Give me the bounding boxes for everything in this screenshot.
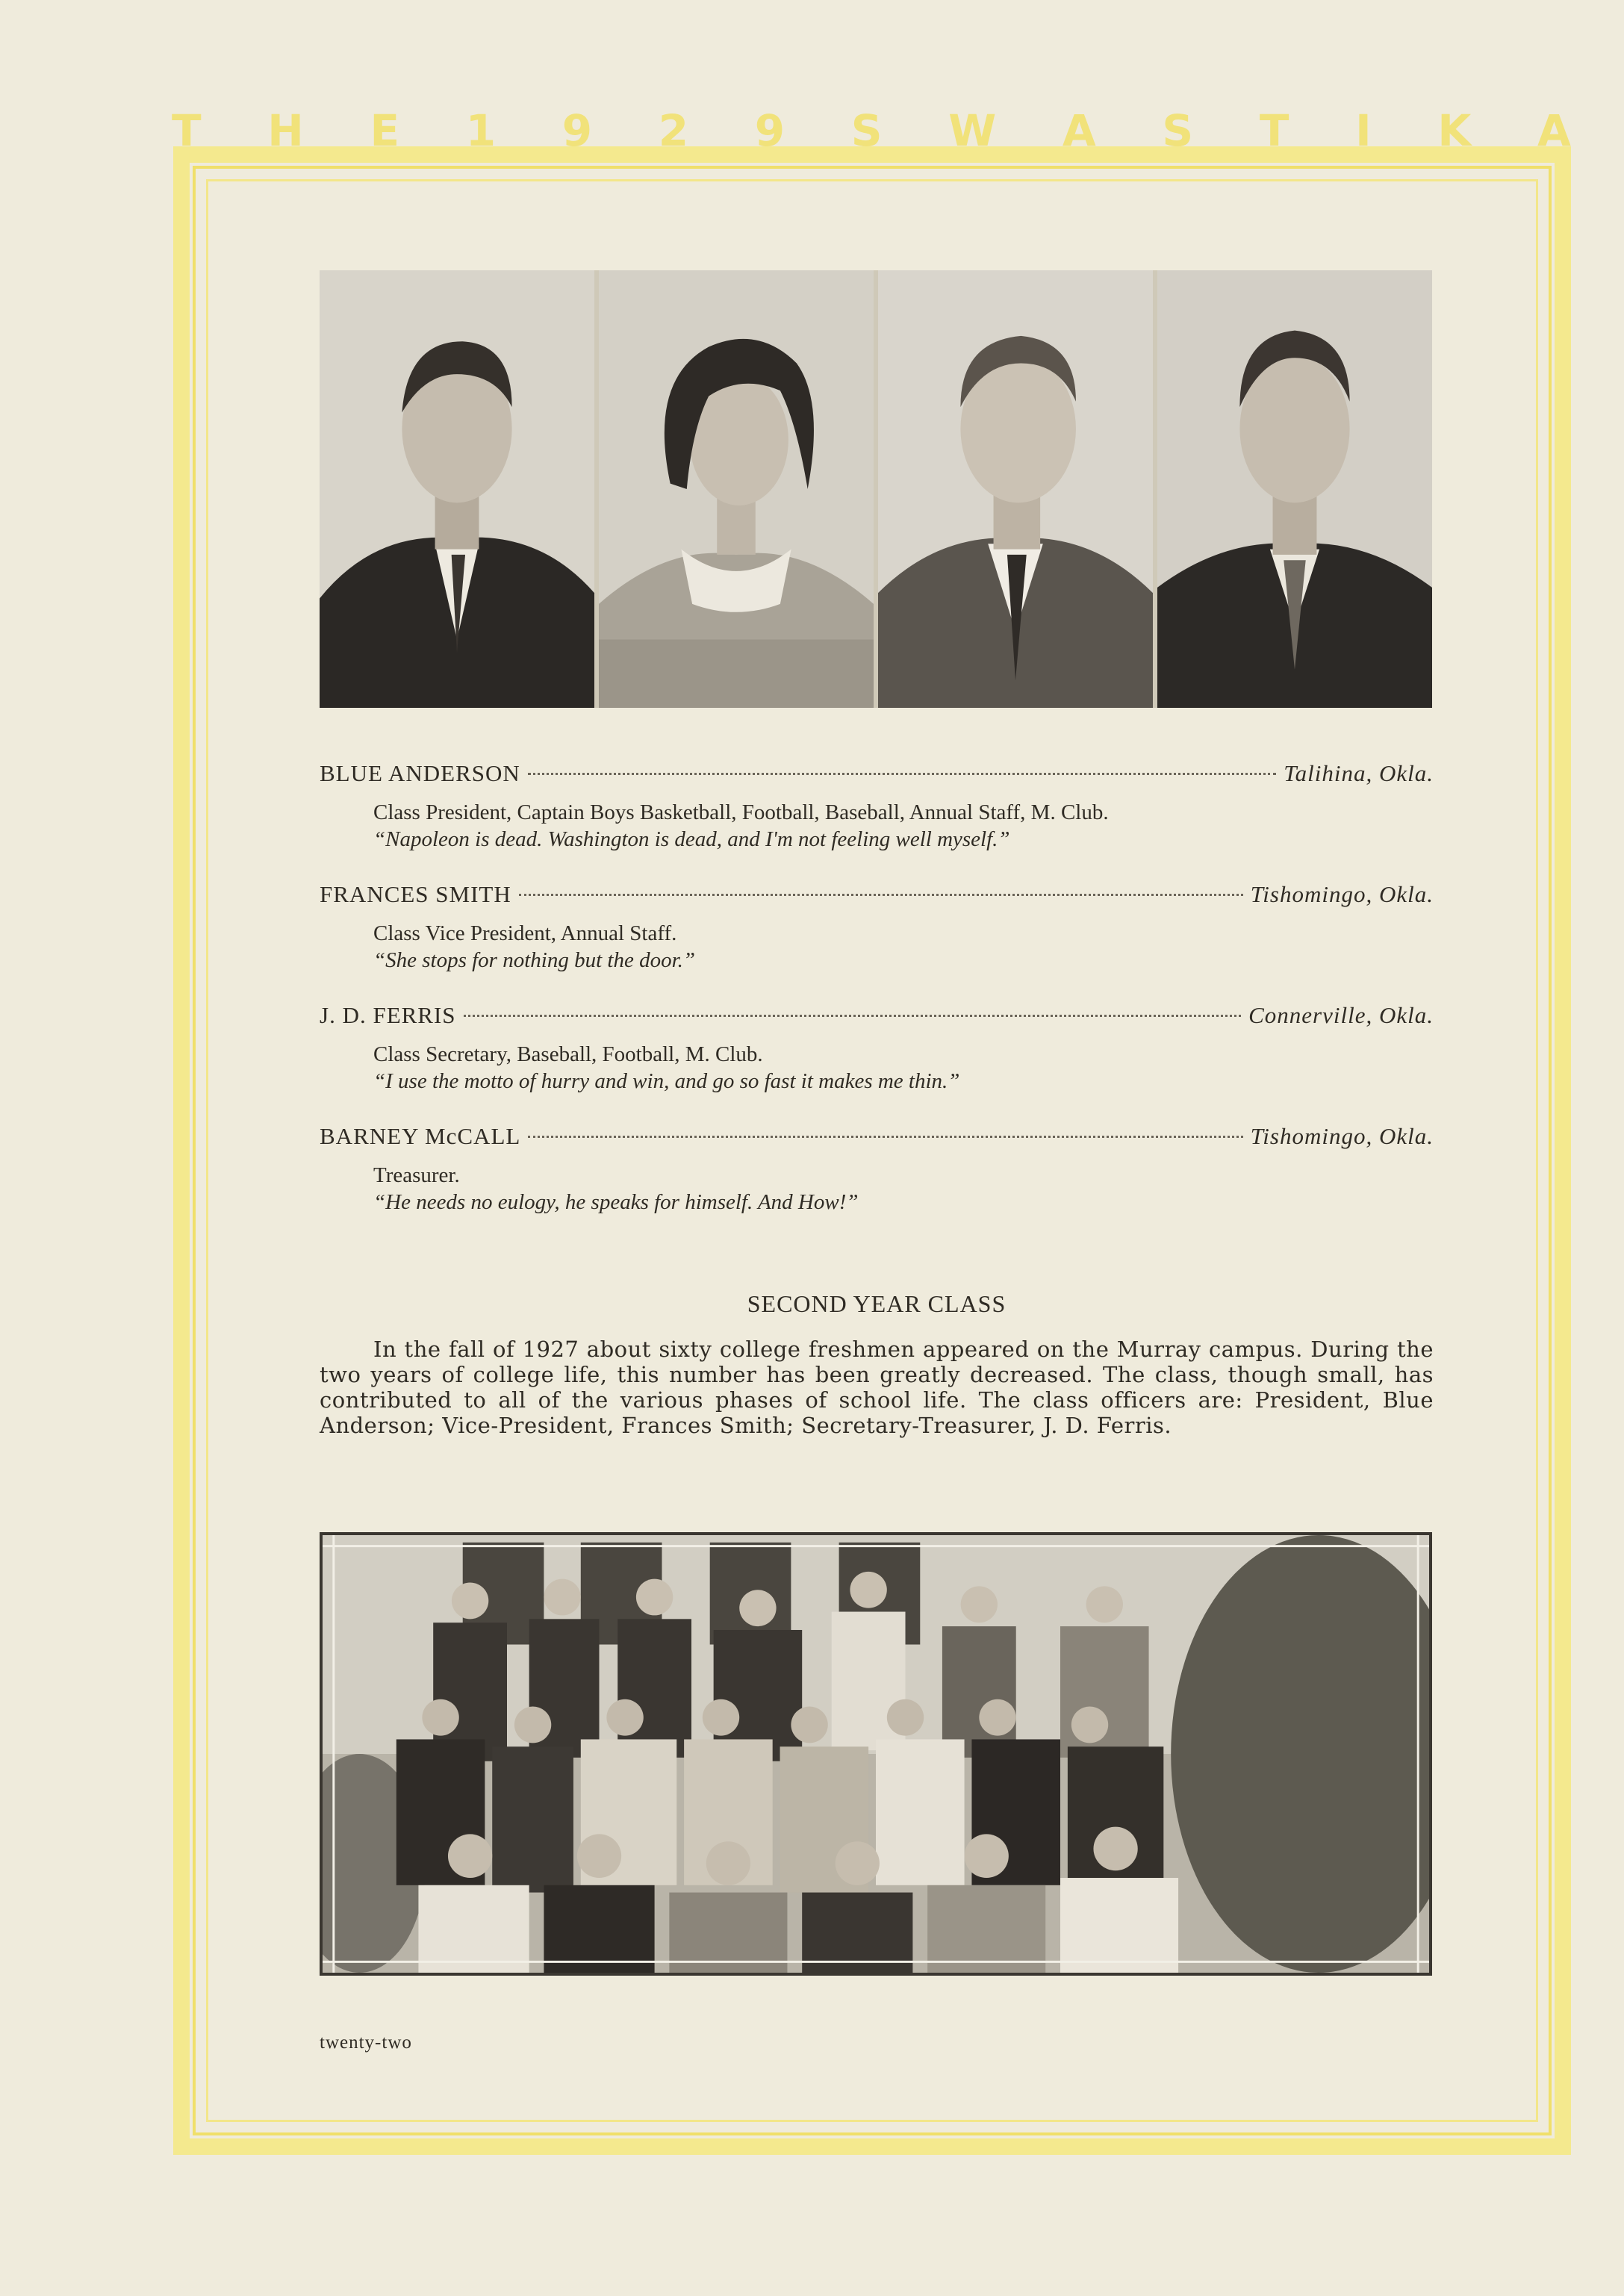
header-letter: E <box>370 105 405 156</box>
officer-entry <box>320 760 1434 853</box>
portrait-photo-man <box>878 270 1153 708</box>
portrait-row <box>320 270 1432 708</box>
header-letter: H <box>267 105 308 156</box>
header-letter: A <box>1537 105 1575 156</box>
officer-activities: Class President, Captain Boys Basketball, Football, Baseball, Annual Staff, M. Club. <box>373 800 1109 824</box>
portrait-photo-man <box>320 270 594 708</box>
header-letter: 9 <box>561 105 597 156</box>
officer-activities: Treasurer. <box>373 1163 460 1187</box>
header-letter: 2 <box>658 105 694 156</box>
officer-name: J. D. FERRIS <box>320 1002 456 1028</box>
officer-hometown: Talihina, Okla. <box>1284 760 1434 786</box>
portrait-photo-woman <box>599 270 874 708</box>
section-title: SECOND YEAR CLASS <box>747 1290 1007 1317</box>
header-letter: 1 <box>465 105 501 156</box>
page-number: twenty-two <box>320 2032 412 2053</box>
officer-hometown: Tishomingo, Okla. <box>1250 881 1434 907</box>
header-letter: T <box>172 105 206 156</box>
yearbook-header <box>172 105 1575 157</box>
officer-quote: “She stops for nothing but the door.” <box>373 948 696 972</box>
officer-entry <box>320 1002 1434 1095</box>
header-letter: K <box>1437 105 1476 156</box>
class-officer-list <box>320 760 1434 1244</box>
officer-name: BARNEY McCALL <box>320 1123 521 1149</box>
class-group-photo <box>320 1532 1432 1976</box>
header-letter: A <box>1062 105 1101 156</box>
header-letter: T <box>1259 105 1294 156</box>
officer-hometown: Connerville, Okla. <box>1248 1002 1434 1028</box>
officer-activities: Class Vice President, Annual Staff. <box>373 921 677 945</box>
officer-quote: “Napoleon is dead. Washington is dead, and I'm not feeling well myself.” <box>373 827 1010 851</box>
officer-entry <box>320 881 1434 974</box>
officer-activities: Class Secretary, Baseball, Football, M. Club. <box>373 1042 763 1066</box>
officer-name: FRANCES SMITH <box>320 881 511 907</box>
header-letter: S <box>1162 105 1198 156</box>
leader-dots <box>528 773 1276 775</box>
officer-name: BLUE ANDERSON <box>320 760 520 786</box>
leader-dots <box>519 894 1243 896</box>
officer-entry <box>320 1123 1434 1216</box>
header-letter: 9 <box>754 105 790 156</box>
section-paragraph: In the fall of 1927 about sixty college freshmen appeared on the Murray campus. During the two years of college life, this number has been greatly decreased. The class, though small, has contributed to all of the various phases of school life. The class officers are: President, Blue Anderson; Vice-President, Frances Smith; Secretary-Treasurer, J. D. Ferris. <box>320 1337 1434 1438</box>
portrait-photo-man <box>1157 270 1432 708</box>
header-letter: I <box>1355 105 1376 156</box>
header-letter: S <box>850 105 887 156</box>
header-letter: W <box>948 105 1001 156</box>
officer-quote: “I use the motto of hurry and win, and go so fast it makes me thin.” <box>373 1069 960 1093</box>
officer-quote: “He needs no eulogy, he speaks for himself. And How!” <box>373 1190 859 1214</box>
leader-dots <box>464 1015 1242 1017</box>
leader-dots <box>528 1136 1242 1138</box>
officer-hometown: Tishomingo, Okla. <box>1250 1123 1434 1149</box>
